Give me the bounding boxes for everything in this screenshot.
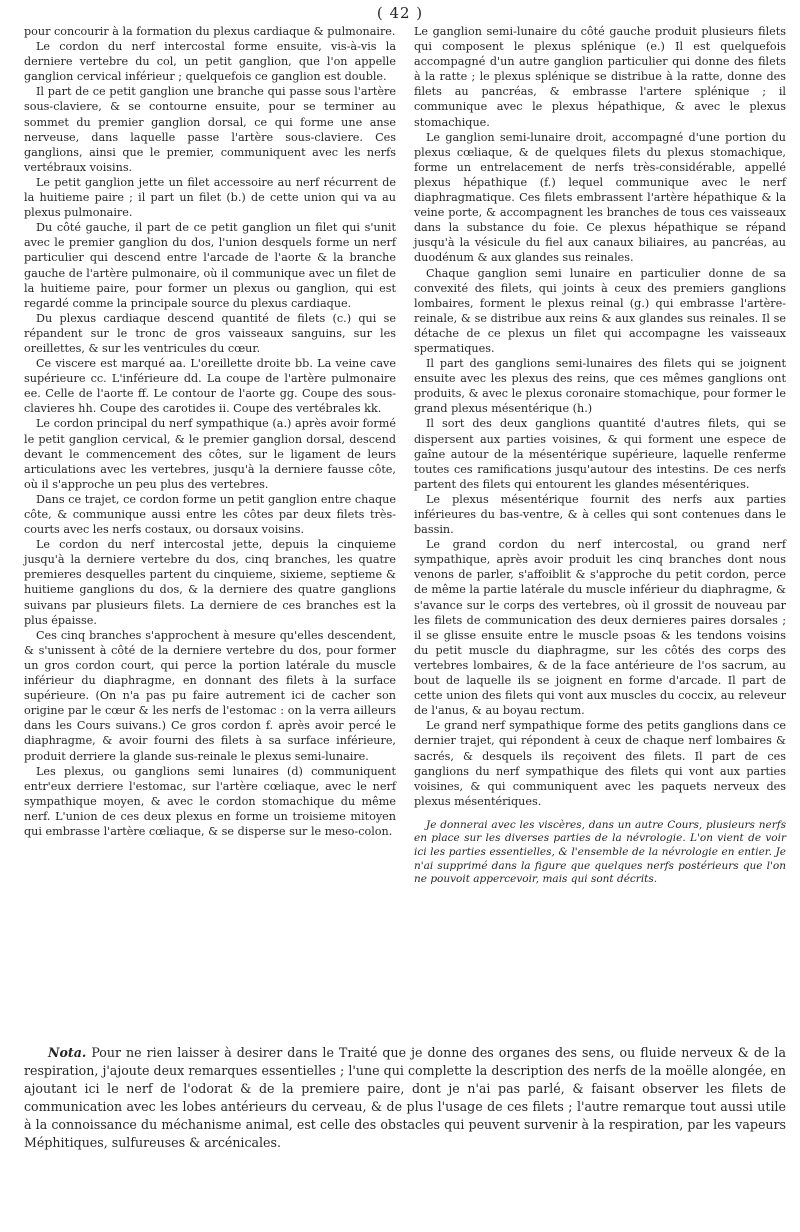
paragraph: Le petit ganglion jette un filet accessoire au nerf récurrent de la huitieme paire ; il part un filet (b.) de cette union qui va au plexus pulmonaire.	[24, 175, 396, 220]
left-column	[24, 24, 396, 839]
page-number: ( 42 )	[376, 4, 424, 22]
paragraph: pour concourir à la formation du plexus cardiaque & pulmonaire.	[24, 25, 396, 38]
paragraph: Le grand cordon du nerf intercostal, ou grand nerf sympathique, après avoir produit les cinq branches dont nous venons de parler, s'affoiblit & s'approche du petit cordon, perce de même la partie latérale du muscle inférieur du diaphragme, & s'avance sur le corps des vertebres, où il grossit de nouveau par les filets de communication des deux dernieres paires dorsales ; il se glisse ensuite entre le muscle psoas & les tendons voisins du petit muscle du diaphragme, sur les côtés des corps des vertebres lombaires, & de la face antérieure de l'os sacrum, au bout de laquelle ils se joignent en forme d'arcade. Il part de cette union des filets qui vont aux muscles du coccix, au releveur de l'anus, & au boyau rectum.	[414, 538, 786, 718]
paragraph: Le cordon du nerf intercostal jette, depuis la cinquieme jusqu'à la derniere vertebre du dos, cinq branches, les quatre premieres desquelles partent du cinquieme, sixieme, septieme & huitieme ganglions du dos, & la derniere des quatre ganglions suivans par plusieurs filets. La derniere de ces branches est la plus épaisse.	[24, 538, 396, 627]
paragraph: Ces cinq branches s'approchent à mesure qu'elles descendent, & s'unissent à côté de la derniere vertebre du dos, pour former un gros cordon court, qui perce la portion latérale du muscle inférieur du diaphragme, en donnant des filets à la surface supérieure. (On n'a pas pu faire autrement ici de cacher son origine par le cœur & les nerfs de l'estomac : on la verra ailleurs dans les Cours suivans.) Ce gros cordon f. après avoir percé le diaphragme, & avoir fourni des filets à sa surface inférieure, produit derriere la glande sus-reinale le plexus semi-lunaire.	[24, 628, 396, 763]
paragraph: Il part des ganglions semi-lunaires des filets qui se joignent ensuite avec les plexus des reins, que ces mêmes ganglions ont produits, & avec le plexus coronaire stomachique, pour former le grand plexus mésentérique (h.)	[414, 357, 786, 416]
paragraph: Ce viscere est marqué aa. L'oreillette droite bb. La veine cave supérieure cc. L'inférieure dd. La coupe de l'artère pulmonaire ee. Celle de l'aorte ff. Le contour de l'aorte gg. Coupe des sous-clavieres hh. Coupe des carotides ii. Coupe des vertébrales kk.	[24, 357, 396, 416]
paragraph: Le ganglion semi-lunaire droit, accompagné d'une portion du plexus cœliaque, & de quelques filets du plexus stomachique, forme un entrelacement de nerfs très-considérable, appellé plexus hépathique (f.) lequel communique avec le nerf diaphragmatique. Ces filets embrassent l'artère hépathique & la veine porte, & accompagnent les branches de tous ces vaisseaux dans la substance du foie. Ce plexus hépathique se répand jusqu'à la vésicule du fiel aux canaux biliaires, au pancréas, au duodénum & aux glandes sus reinales.	[414, 130, 786, 265]
paragraph: Il part de ce petit ganglion une branche qui passe sous l'artère sous-claviere, & se contourne ensuite, pour se terminer au sommet du premier ganglion dorsal, ce qui forme une anse nerveuse, dans laquelle passe l'artère sous-claviere. Ces ganglions, ainsi que le premier, communiquent avec les nerfs vertébraux voisins.	[24, 85, 396, 174]
paragraph: Les plexus, ou ganglions semi lunaires (d) communiquent entr'eux derriere l'estomac, sur l'artère cœliaque, avec le nerf sympathique moyen, & avec le cordon stomachique du même nerf. L'union de ces deux plexus en forme un troisieme mitoyen qui embrasse l'artère cœliaque, & se disperse sur le meso-colon.	[24, 764, 396, 838]
paragraph: Dans ce trajet, ce cordon forme un petit ganglion entre chaque côte, & communique aussi entre les côtes par deux filets très-courts avec les nerfs costaux, ou dorsaux voisins.	[24, 492, 396, 537]
paragraph: Du plexus cardiaque descend quantité de filets (c.) qui se répandent sur le tronc de gros vaisseaux sanguins, sur les oreillettes, & sur les ventricules du cœur.	[24, 311, 396, 355]
right-column	[414, 24, 786, 887]
paragraph: Le cordon du nerf intercostal forme ensuite, vis-à-vis la derniere vertebre du col, un petit ganglion, que l'on appelle ganglion cervical inférieur ; quelquefois ce ganglion est double.	[24, 40, 396, 84]
paragraph: Du côté gauche, il part de ce petit ganglion un filet qui s'unit avec le premier ganglion du dos, l'union desquels forme un nerf particulier qui descend entre l'arcade de l'aorte & la branche gauche de l'artère pulmonaire, où il communique avec un filet de la huitieme paire, pour former un plexus ou ganglion, qui est regardé comme la principale source du plexus cardiaque.	[24, 221, 396, 310]
nota-paragraph	[24, 1044, 786, 1152]
footnote: Je donnerai avec les viscères, dans un autre Cours, plusieurs nerfs en place sur les diverses parties de la névrologie. L'on vient de voir ici les parties essentielles, & l'ensemble de la névrologie en entier. Je n'ai supprimé dans la figure que quelques nerfs postérieurs que l'on ne pouvoit appercevoir, mais qui sont décrits.	[414, 818, 786, 886]
paragraph: Le plexus mésentérique fournit des nerfs aux parties inférieures du bas-ventre, & à celles qui sont contenues dans le bassin.	[414, 492, 786, 537]
paragraph: Le grand nerf sympathique forme des petits ganglions dans ce dernier trajet, qui répondent à ceux de chaque nerf lombaires & sacrés, & desquels ils reçoivent des filets. Il part de ces ganglions du nerf sympathique des filets qui vont aux parties voisines, & qui communiquent avec les paquets nerveux des plexus mésentériques.	[414, 719, 786, 808]
paragraph: Le ganglion semi-lunaire du côté gauche produit plusieurs filets qui composent le plexus splénique (e.) Il est quelquefois accompagné d'un autre ganglion particulier qui donne des filets à la ratte ; le plexus splénique se distribue à la ratte, donne des filets au pancréas, & embrasse l'artere splénique ; il communique avec le plexus hépathique, & avec le plexus stomachique.	[414, 25, 786, 129]
paragraph: Chaque ganglion semi lunaire en particulier donne de sa convexité des filets, qui joints à ceux des premiers ganglions lombaires, forment le plexus reinal (g.) qui embrasse l'artère-reinale, & se distribue aux reins & aux glandes sus reinales. Il se détache de ce plexus un filet qui accompagne les vaisseaux spermatiques.	[414, 266, 786, 355]
nota-text: Pour ne rien laisser à desirer dans le Traité que je donne des organes des sens, ou fluide nerveux & de la respiration, j'ajoute deux remarques essentielles ; l'une qui complette la description des nerfs de la moëlle alongée, en ajoutant ici le nerf de l'odorat & de la premiere paire, dont je n'ai pas parlé, & faisant observer les filets de communication avec les lobes antérieurs du cerveau, & de plus l'usage de ces filets ; l'autre remarque tout aussi utile à la connoissance du méchanisme animal, est celle des obstacles qui peuvent survenir à la respiration, par les vapeurs Méphitiques, sulfureuses & arcénicales.	[24, 1044, 786, 1150]
paragraph: Le cordon principal du nerf sympathique (a.) après avoir formé le petit ganglion cervical, & le premier ganglion dorsal, descend devant le commencement des côtes, sur le ligament de leurs articulations avec les vertebres, jusqu'à la derniere fausse côte, où il s'approche un peu plus des vertebres.	[24, 417, 396, 491]
nota-label: Nota.	[48, 1044, 87, 1060]
paragraph: Il sort des deux ganglions quantité d'autres filets, qui se dispersent aux parties voisines, & qui forment une espece de gaîne autour de la mésentérique supérieure, laquelle renferme toutes ces ramifications jusqu'autour des intestins. De ces nerfs partent des filets qui entourent les glandes mésentériques.	[414, 417, 786, 491]
